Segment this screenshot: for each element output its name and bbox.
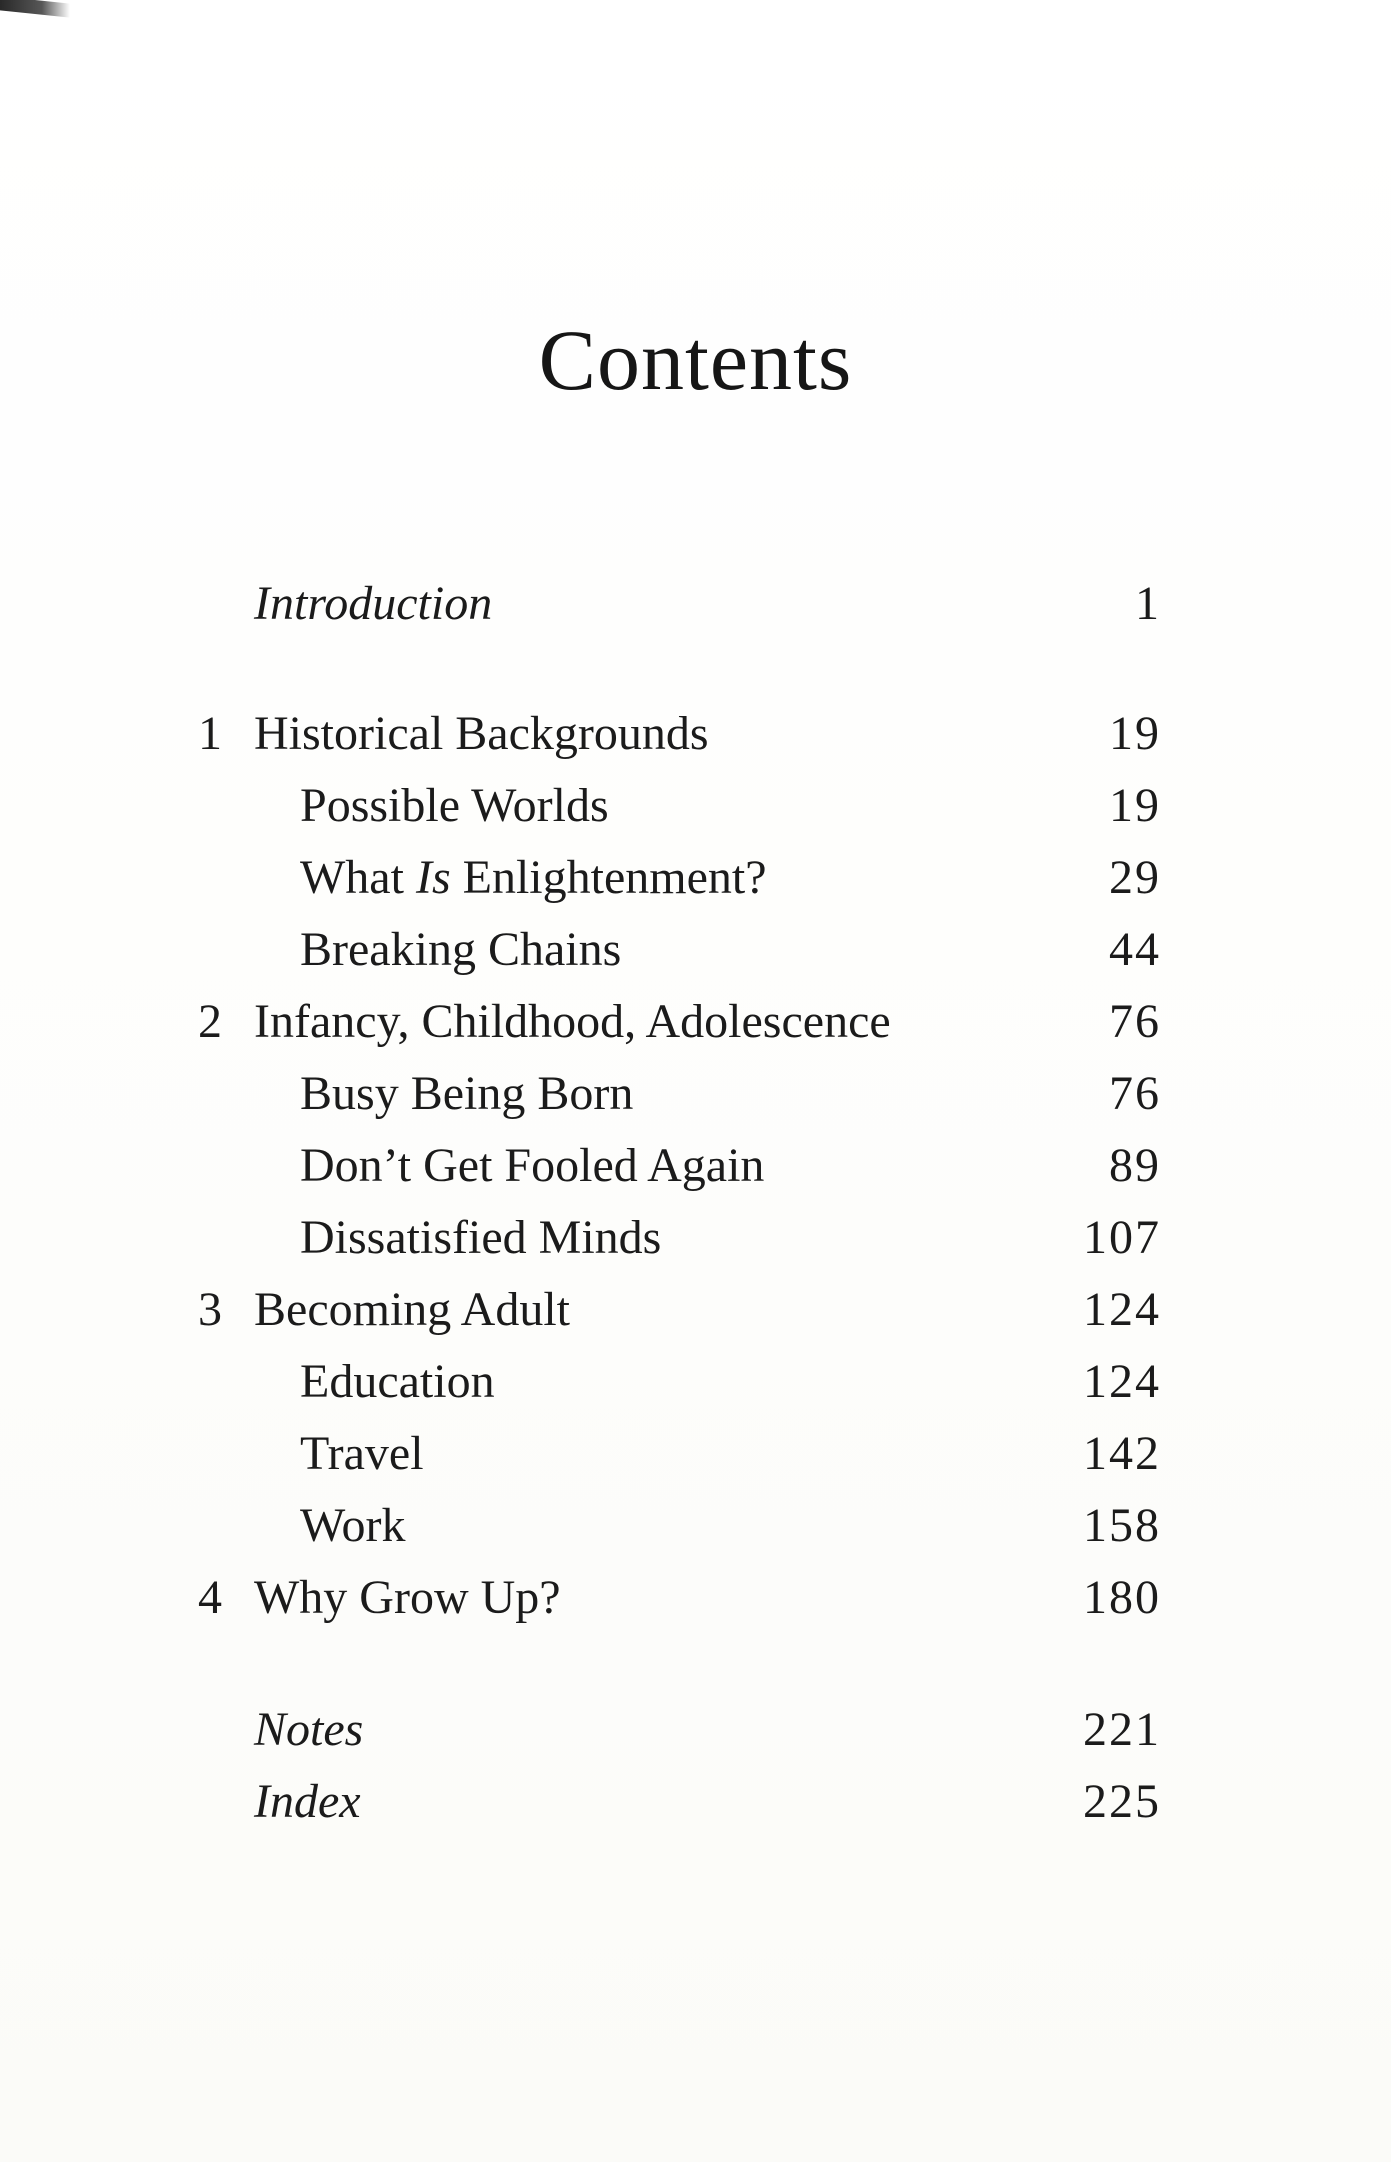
toc-chapter-4[interactable] — [0, 1562, 1391, 1634]
toc-entry-page: 180 — [1083, 1571, 1161, 1624]
toc-entry-label: Breaking Chains — [300, 923, 622, 976]
toc-entry-label: Infancy, Childhood, Adolescence — [254, 995, 891, 1048]
toc-entry-label: Don’t Get Fooled Again — [300, 1139, 765, 1192]
toc-chapter-number: 4 — [198, 1571, 222, 1624]
toc-entry-label: Notes — [254, 1703, 364, 1756]
label-part: Enlightenment? — [450, 851, 767, 904]
toc-entry-page: 19 — [1109, 707, 1161, 760]
toc-section-busy-being-born[interactable] — [0, 1058, 1391, 1130]
toc-chapter-number: 2 — [198, 995, 222, 1048]
toc-section-dont-get-fooled-again[interactable] — [0, 1130, 1391, 1202]
toc-section-dissatisfied-minds[interactable] — [0, 1202, 1391, 1274]
toc-chapter-1[interactable] — [0, 698, 1391, 770]
label-part: What — [300, 851, 416, 904]
toc-entry-page: 221 — [1083, 1703, 1161, 1756]
toc-section-education[interactable] — [0, 1346, 1391, 1418]
toc-entry-introduction[interactable] — [0, 568, 1391, 640]
label-emphasis: Is — [415, 851, 451, 904]
toc-entry-page: 1 — [1135, 577, 1161, 630]
toc-entry-label: Travel — [300, 1427, 424, 1480]
toc-entry-page: 76 — [1109, 995, 1161, 1048]
toc-entry-page: 225 — [1083, 1775, 1161, 1828]
toc-chapter-number: 3 — [198, 1283, 222, 1336]
toc-entry-label: Index — [254, 1775, 361, 1828]
toc-section-breaking-chains[interactable] — [0, 914, 1391, 986]
toc-entry-page: 76 — [1109, 1067, 1161, 1120]
toc-chapter-3[interactable] — [0, 1274, 1391, 1346]
toc-entry-label — [300, 842, 767, 914]
toc-entry-page: 44 — [1109, 923, 1161, 976]
toc-entry-page: 124 — [1083, 1283, 1161, 1336]
toc-entry-notes[interactable] — [0, 1694, 1391, 1766]
toc-entry-label: Why Grow Up? — [254, 1571, 561, 1624]
toc-section-what-is-enlightenment[interactable] — [0, 842, 1391, 914]
toc-entry-label: Busy Being Born — [300, 1067, 634, 1120]
toc-entry-label: Education — [300, 1355, 495, 1408]
page-title: Contents — [538, 312, 853, 408]
toc-entry-page: 29 — [1109, 851, 1161, 904]
toc-entry-label: Introduction — [254, 577, 493, 630]
toc-entry-index[interactable] — [0, 1766, 1391, 1838]
toc-entry-page: 158 — [1083, 1499, 1161, 1552]
toc-entry-page: 107 — [1083, 1211, 1161, 1264]
toc-section-work[interactable] — [0, 1490, 1391, 1562]
toc-entry-label: Dissatisfied Minds — [300, 1211, 662, 1264]
toc-chapter-number: 1 — [198, 707, 222, 760]
toc-entry-label: Possible Worlds — [300, 779, 609, 832]
toc-entry-page: 19 — [1109, 779, 1161, 832]
toc-section-possible-worlds[interactable] — [0, 770, 1391, 842]
toc-section-travel[interactable] — [0, 1418, 1391, 1490]
toc-entry-page: 142 — [1083, 1427, 1161, 1480]
toc-entry-page: 124 — [1083, 1355, 1161, 1408]
toc-chapter-2[interactable] — [0, 986, 1391, 1058]
toc-entry-label: Becoming Adult — [254, 1283, 570, 1336]
toc-entry-label: Work — [300, 1499, 406, 1552]
toc-entry-label: Historical Backgrounds — [254, 707, 709, 760]
toc-entry-page: 89 — [1109, 1139, 1161, 1192]
